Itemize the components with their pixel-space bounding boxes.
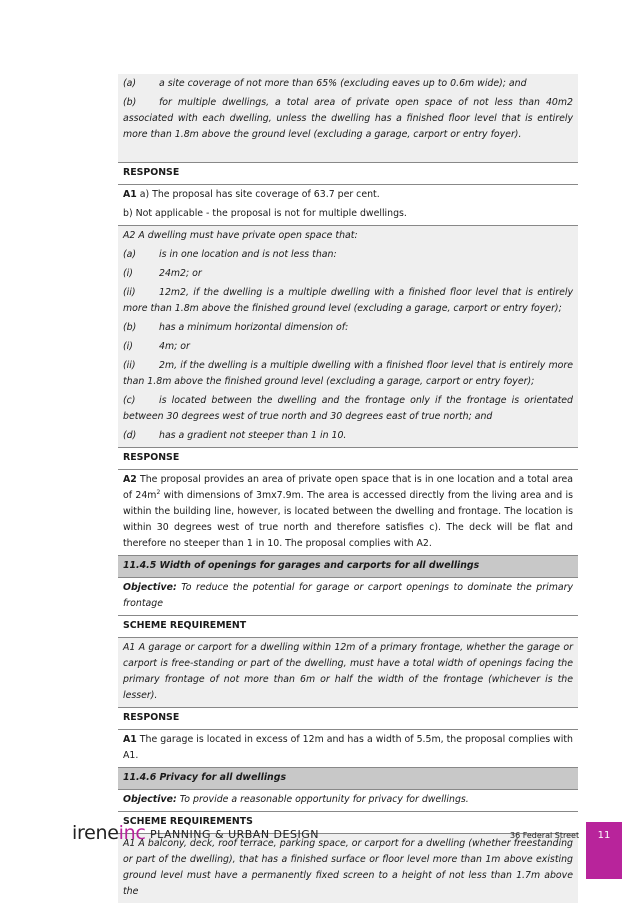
page-footer — [0, 822, 622, 879]
clause-item: (d) has a gradient not steeper than 1 in 10. — [123, 430, 347, 441]
clause-item: (ii) 12m2, if the dwelling is a multiple dwelling with a finished floor level that is entirely more than 1.8m above the finished ground level (excluding a garage, carport or entry foyer); — [123, 287, 573, 314]
company-logo: ireneinc — [72, 822, 146, 844]
objective-11-4-5: Objective: To reduce the potential for garage or carport openings to dominate the primary frontage — [118, 577, 578, 615]
section-title-11-4-5: 11.4.5 Width of openings for garages and carports for all dwellings — [118, 555, 578, 577]
clause-item: (b) has a minimum horizontal dimension of: — [123, 322, 349, 333]
requirement-a1-privacy: A1 A balcony, deck, roof terrace, parking space, or carport for a dwelling (whether freestanding or part of the dwelling), that has a finished surface or floor level more than 1m above existing ground level must have a permanently fixed screen to a height of not less than 1.7m above the — [118, 833, 578, 903]
requirement-block-a2: A2 A dwelling must have private open space that: (a) is in one location and is not less than: (i) 24m2; or (ii) 12m2, if the dwelling is a multiple dwelling with a finished floor level that is entirely more than 1.8m above the finished ground level (excluding a garage, carport or entry foyer); (b) has a minimum horizontal dimension of: (i) 4m; or (ii) 2m, if the dwelling is a multiple dwelling with a finished floor level that is entirely more than 1.8m above the finished ground level (excluding a garage, carport or entry foyer); (c) is located between the dwelling and the frontage only if the frontage is orientated between 30 degrees west of true north and 30 degrees east of true north; and (d) has a gradient not steeper than 1 in 10. — [118, 225, 578, 447]
section-title-11-4-6: 11.4.6 Privacy for all dwellings — [118, 767, 578, 789]
page-number: 11 — [586, 822, 622, 879]
objective-11-4-6: Objective: To provide a reasonable opportunity for privacy for dwellings. — [118, 789, 578, 811]
scheme-requirements-heading: SCHEME REQUIREMENTS — [118, 811, 578, 833]
clause-item: (c) is located between the dwelling and the frontage only if the frontage is orientated between 30 degrees west of true north and 30 degrees east of true north; and — [123, 395, 573, 422]
requirement-block-a1 — [118, 74, 578, 162]
response-heading: RESPONSE — [118, 447, 578, 469]
response-a2: A2 The proposal provides an area of private open space that is in one location and a total area of $24m^2$ with dimensions of 3mx7.9m. The area is accessed directly from the living area and is within the building line, however, is located between the dwelling and frontage. The location is within 30 degrees west of true north and therefore satisfies c). The deck will be flat and therefore no steeper than 1 in 10. The proposal complies with A2. — [118, 469, 578, 555]
response-a1-garage: A1 The garage is located in excess of 12m and has a width of 5.5m, the proposal complies with A1. — [118, 729, 578, 767]
response-a1: A1 a) The proposal has site coverage of 63.7 per cent. b) Not applicable - the proposal is not for multiple dwellings. — [118, 184, 578, 225]
clause-item: (a) is in one location and is not less than: — [123, 249, 337, 260]
requirement-a1-garage: A1 A garage or carport for a dwelling within 12m of a primary frontage, whether the garage or carport is free-standing or part of the dwelling, must have a total width of openings facing the primary frontage of not more than 6m or half the width of the frontage (whichever is the lesser). — [118, 637, 578, 707]
footer-address: 36 Federal Street — [510, 831, 580, 840]
response-heading: RESPONSE — [118, 162, 578, 184]
clause-item: (ii) 2m, if the dwelling is a multiple dwelling with a finished floor level that is entirely more than 1.8m above the finished ground level (excluding a garage, carport or entry foyer); — [123, 360, 573, 387]
response-heading: RESPONSE — [118, 707, 578, 729]
document-body — [118, 74, 578, 903]
clause-item: (i) 24m2; or — [123, 268, 202, 279]
clause-a: (a) a site coverage of not more than 65% (excluding eaves up to 0.6m wide); and — [123, 78, 527, 89]
clause-item: (i) 4m; or — [123, 341, 190, 352]
clause-b: (b) for multiple dwellings, a total area of private open space of not less than 40m2 associated with each dwelling, unless the dwelling has a finished floor level that is entirely more than 1.8m above the ground level (excluding a garage, carport or entry foyer). — [123, 97, 573, 140]
footer-tagline: PLANNING & URBAN DESIGN — [150, 828, 319, 841]
scheme-requirement-heading: SCHEME REQUIREMENT — [118, 615, 578, 637]
